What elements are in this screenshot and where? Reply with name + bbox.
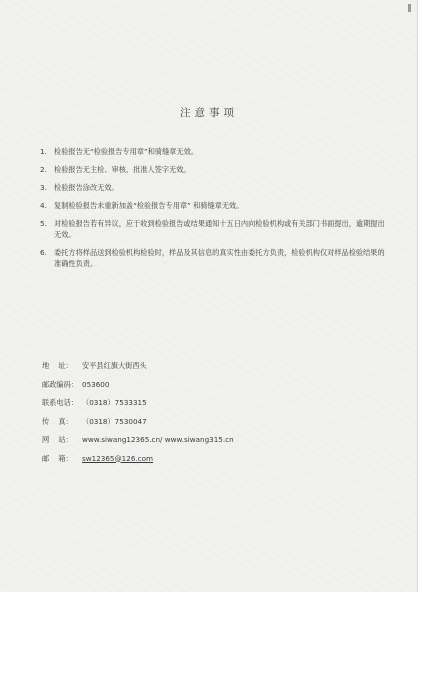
notice-item <box>40 200 385 211</box>
contact-label: 传 真： <box>42 416 73 426</box>
notice-text: 复制检验报告未重新加盖“检验报告专用章” 和骑缝章无效。 <box>54 201 244 210</box>
notice-text: 检验报告无“检验报告专用章”和骑缝章无效。 <box>54 147 199 156</box>
contact-email <box>42 453 372 472</box>
notice-number: 1. <box>40 147 47 156</box>
contact-label: 邮 箱： <box>42 453 73 463</box>
notice-item <box>40 164 385 175</box>
contact-address <box>42 360 372 379</box>
contact-label: 联系电话： <box>42 398 78 407</box>
notice-text: 检验报告涂改无效。 <box>54 183 119 192</box>
contact-label: 网 站： <box>42 435 73 444</box>
notice-text: 检验报告无主检、审核、批准人签字无效。 <box>54 165 191 174</box>
email-link[interactable]: sw12365@126.com <box>82 453 154 463</box>
notice-number: 3. <box>40 183 47 192</box>
contact-value: 053600 <box>82 379 110 389</box>
notice-item <box>40 146 385 157</box>
contact-value: 安平县红旗大街西头 <box>82 361 147 370</box>
notice-item <box>40 218 385 240</box>
notice-text: 对检验报告若有异议，应于收到检验报告或结果通知十五日内向检验机构或有关部门书面提出，逾期提出无效。 <box>54 219 385 239</box>
contact-phone <box>42 397 372 416</box>
contact-label: 邮政编码： <box>42 379 78 389</box>
notice-item <box>40 182 385 193</box>
scan-mark <box>408 4 411 12</box>
contact-value: （0318）7533315 <box>82 398 147 407</box>
contact-info <box>42 360 372 471</box>
contact-postcode <box>42 379 372 398</box>
notice-item <box>40 247 385 269</box>
notice-number: 4. <box>40 201 47 210</box>
contact-fax <box>42 416 372 435</box>
page-title: 注意事项 <box>180 107 238 119</box>
notice-number: 5. <box>40 219 47 228</box>
contact-website <box>42 434 372 453</box>
contact-label: 地 址： <box>42 361 73 370</box>
notice-number: 6. <box>40 248 47 257</box>
contact-value: （0318）7530047 <box>82 416 147 426</box>
notice-list <box>40 146 385 276</box>
notice-number: 2. <box>40 165 47 174</box>
notice-text: 委托方将样品送到检验机构检验时，样品及其信息的真实性由委托方负责，检验机构仅对样品检验结果的准确性负责。 <box>54 248 385 268</box>
website-link[interactable]: www.siwang12365.cn/ www.siwang315.cn <box>82 435 234 444</box>
